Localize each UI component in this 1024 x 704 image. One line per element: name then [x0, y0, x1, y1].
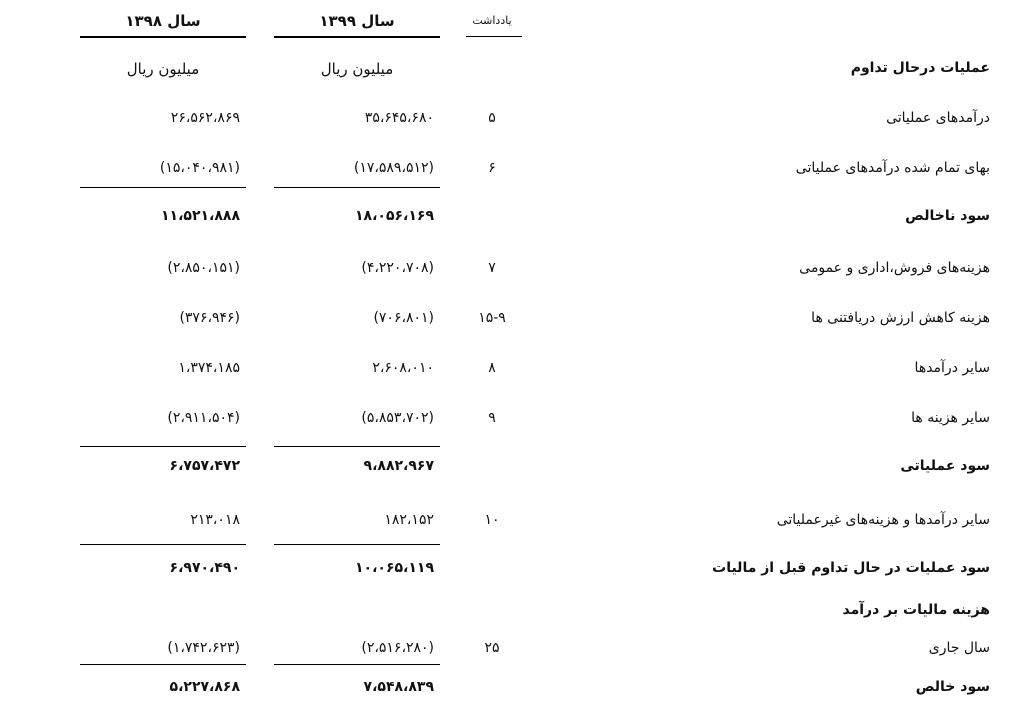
row-note: ۹ — [488, 410, 496, 426]
header-note: یادداشت — [472, 14, 512, 27]
row-note: ۲۵ — [484, 640, 500, 656]
subtotal-rule-1399 — [274, 446, 440, 447]
row-value-1398: (۳۷۶،۹۴۶) — [179, 310, 240, 326]
table-row — [0, 202, 1024, 230]
row-value-1399: ۱۰،۰۶۵،۱۱۹ — [355, 560, 434, 576]
row-label: هزینه مالیات بر درآمد — [842, 602, 990, 618]
row-value-1398: ۱،۳۷۴،۱۸۵ — [178, 360, 240, 376]
row-value-1399: ۹،۸۸۲،۹۶۷ — [363, 458, 434, 474]
subtotal-rule-1399 — [274, 544, 440, 545]
section-title-row — [0, 54, 1024, 82]
row-value-1398: (۲،۹۱۱،۵۰۴) — [167, 410, 240, 426]
row-value-1399: (۴،۲۲۰،۷۰۸) — [361, 260, 434, 276]
row-value-1399: (۵،۸۵۳،۷۰۲) — [361, 410, 434, 426]
header-rule-1399 — [274, 36, 440, 38]
row-value-1398: (۱۵،۰۴۰،۹۸۱) — [159, 160, 240, 176]
row-label: هزینه‌های فروش،اداری و عمومی — [799, 260, 990, 276]
row-value-1398: ۶،۷۵۷،۴۷۲ — [169, 458, 240, 474]
row-label: سود ناخالص — [905, 208, 990, 224]
row-value-1398: (۱،۷۴۲،۶۲۳) — [167, 640, 240, 656]
table-row — [0, 154, 1024, 182]
row-value-1398: ۲۶،۵۶۲،۸۶۹ — [170, 110, 240, 126]
row-label: سایر درآمدها — [914, 360, 990, 376]
row-note: ۶ — [488, 160, 496, 176]
subtotal-rule-1398 — [80, 446, 246, 447]
row-label: درآمدهای عملیاتی — [886, 110, 990, 126]
row-value-1398: ۵،۲۲۷،۸۶۸ — [169, 679, 240, 695]
table-row — [0, 304, 1024, 332]
row-label: سود عملیاتی — [900, 458, 990, 474]
row-value-1399 — [274, 596, 440, 624]
row-note: ۵ — [488, 110, 496, 126]
row-note: ۱۵-۹ — [478, 310, 506, 326]
header-1399: سال ۱۳۹۹ — [319, 12, 395, 30]
row-label: بهای تمام شده درآمدهای عملیاتی — [795, 160, 990, 176]
subtotal-rule-1399 — [274, 187, 440, 188]
row-label: سایر درآمدها و هزینه‌های غیرعملیاتی — [776, 512, 990, 528]
header-1398: سال ۱۳۹۸ — [125, 12, 201, 30]
row-value-1399: (۱۷،۵۸۹،۵۱۲) — [353, 160, 434, 176]
table-row — [0, 596, 1024, 624]
unit-1399: میلیون ریال — [320, 60, 394, 78]
row-label: سود عملیات در حال تداوم قبل از مالیات — [712, 560, 990, 576]
row-value-1399: ۱۸،۰۵۶،۱۶۹ — [355, 208, 434, 224]
header-rule-1398 — [80, 36, 246, 38]
table-row — [0, 254, 1024, 282]
table-row — [0, 104, 1024, 132]
row-label: سایر هزینه ها — [911, 410, 990, 426]
table-row — [0, 452, 1024, 480]
table-row — [0, 506, 1024, 534]
row-value-1399: ۳۵،۶۴۵،۶۸۰ — [364, 110, 434, 126]
row-value-1399: ۱۸۲،۱۵۲ — [384, 512, 434, 528]
row-value-1398 — [80, 596, 246, 624]
table-row — [0, 634, 1024, 662]
subtotal-rule-1398 — [80, 544, 246, 545]
row-value-1399: ۲،۶۰۸،۰۱۰ — [372, 360, 434, 376]
row-label: هزینه کاهش ارزش دریافتنی ها — [811, 310, 990, 326]
row-value-1399: (۷۰۶،۸۰۱) — [373, 310, 434, 326]
table-row — [0, 404, 1024, 432]
subtotal-rule-1398 — [80, 187, 246, 188]
section-title: عملیات درحال تداوم — [850, 60, 990, 76]
row-value-1398: ۶،۹۷۰،۴۹۰ — [169, 560, 240, 576]
row-label: سود خالص — [915, 679, 990, 695]
row-label: سال جاری — [928, 640, 990, 656]
table-row — [0, 354, 1024, 382]
row-note: ۱۰ — [484, 512, 500, 528]
table-row — [0, 673, 1024, 701]
row-note: ۸ — [488, 360, 496, 376]
row-value-1398: (۲،۸۵۰،۱۵۱) — [167, 260, 240, 276]
row-value-1399: ۷،۵۴۸،۸۳۹ — [363, 679, 434, 695]
subtotal-rule-1398 — [80, 664, 246, 665]
unit-1398: میلیون ریال — [126, 60, 200, 78]
row-value-1399: (۲،۵۱۶،۲۸۰) — [361, 640, 434, 656]
row-note: ۷ — [488, 260, 496, 276]
header-rule-note — [466, 36, 522, 37]
row-value-1398: ۲۱۳،۰۱۸ — [190, 512, 240, 528]
subtotal-rule-1399 — [274, 664, 440, 665]
table-row — [0, 554, 1024, 582]
row-value-1398: ۱۱،۵۲۱،۸۸۸ — [161, 208, 240, 224]
